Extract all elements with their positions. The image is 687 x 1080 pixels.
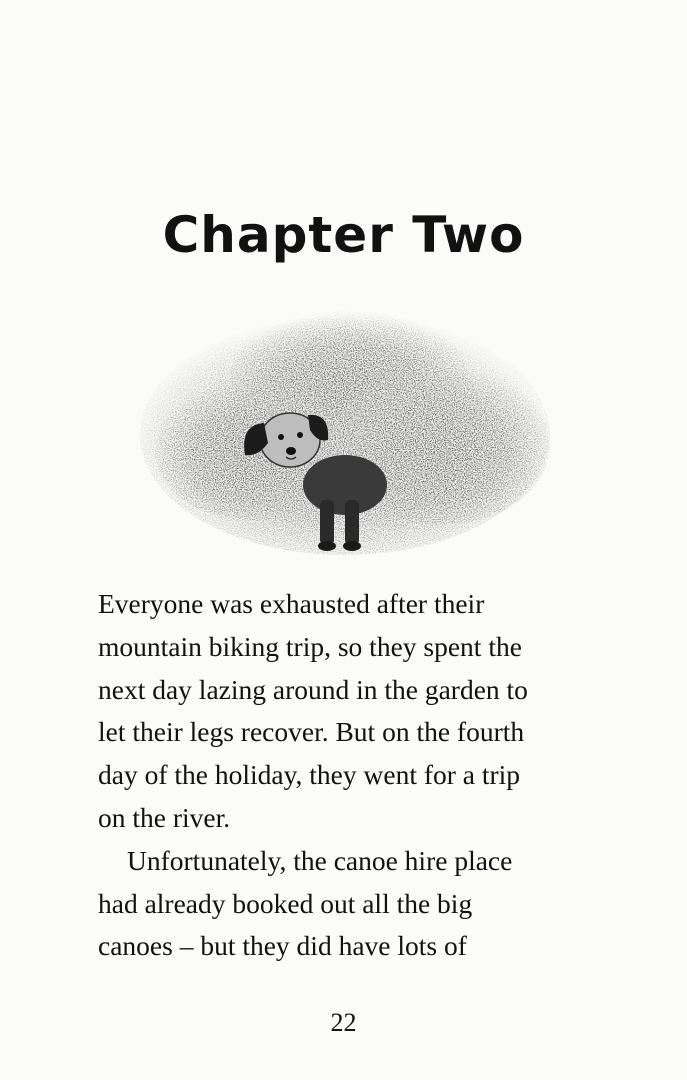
text-line: Unfortunately, the canoe hire place (127, 844, 513, 876)
text-line: had already booked out all the big (98, 887, 473, 919)
text-line: day of the holiday, they went for a trip (98, 759, 521, 791)
page-number: 22 (330, 1008, 357, 1037)
text-line: let their legs recover. But on the fourth (98, 716, 525, 748)
text-line: mountain biking trip, so they spent the (98, 630, 522, 662)
paragraph-2 (98, 840, 598, 968)
text-line: canoes – but they did have lots of (98, 930, 467, 962)
paragraph-1 (98, 583, 598, 840)
body-text (98, 583, 598, 968)
text-line: next day lazing around in the garden to (98, 673, 528, 705)
chapter-title: Chapter Two (162, 206, 525, 264)
text-line: Everyone was exhausted after their (98, 588, 485, 619)
puppy-bush-illustration (140, 285, 550, 565)
text-line: on the river. (98, 801, 231, 833)
